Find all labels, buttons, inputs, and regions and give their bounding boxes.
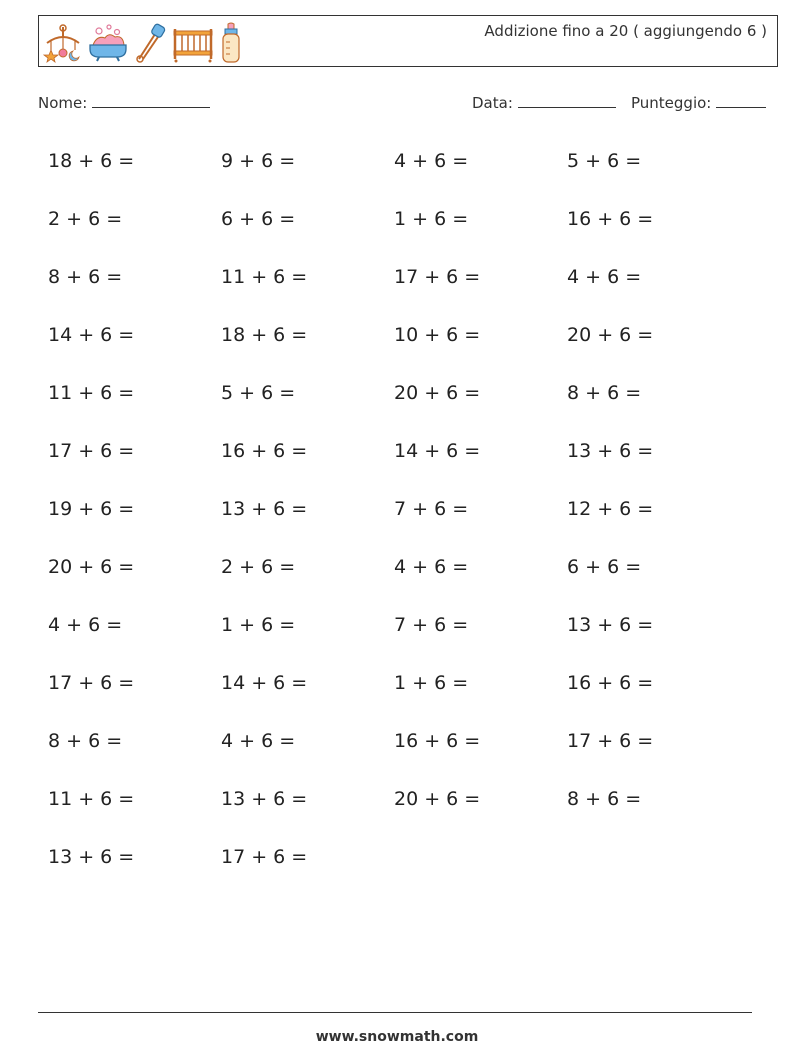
score-label: Punteggio: bbox=[631, 94, 712, 112]
problem-item: 20 + 6 = bbox=[567, 324, 654, 346]
problem-item: 7 + 6 = bbox=[394, 498, 469, 520]
problem-item: 13 + 6 = bbox=[221, 788, 308, 810]
problem-item: 2 + 6 = bbox=[48, 208, 123, 230]
header-icons bbox=[43, 21, 243, 65]
name-blank-line[interactable] bbox=[92, 95, 210, 108]
worksheet-header bbox=[38, 15, 778, 67]
problem-item: 18 + 6 = bbox=[48, 150, 135, 172]
problem-item: 16 + 6 = bbox=[567, 208, 654, 230]
problem-item: 17 + 6 = bbox=[221, 846, 308, 868]
problem-item: 1 + 6 = bbox=[394, 672, 469, 694]
problem-item: 1 + 6 = bbox=[394, 208, 469, 230]
problem-item: 8 + 6 = bbox=[48, 730, 123, 752]
problem-item: 20 + 6 = bbox=[48, 556, 135, 578]
crib-icon bbox=[171, 23, 215, 63]
score-blank-line[interactable] bbox=[716, 95, 766, 108]
problem-item: 6 + 6 = bbox=[221, 208, 296, 230]
problem-item: 4 + 6 = bbox=[221, 730, 296, 752]
problem-item: 19 + 6 = bbox=[48, 498, 135, 520]
problem-item: 13 + 6 = bbox=[567, 614, 654, 636]
problem-item: 5 + 6 = bbox=[221, 382, 296, 404]
problem-item: 16 + 6 = bbox=[221, 440, 308, 462]
problem-item: 6 + 6 = bbox=[567, 556, 642, 578]
baby-bottle-icon bbox=[219, 22, 243, 64]
problem-item: 12 + 6 = bbox=[567, 498, 654, 520]
problem-item: 13 + 6 = bbox=[221, 498, 308, 520]
score-field[interactable] bbox=[631, 94, 766, 112]
name-field[interactable] bbox=[38, 94, 210, 112]
problem-item: 18 + 6 = bbox=[221, 324, 308, 346]
name-label: Nome: bbox=[38, 94, 88, 112]
problem-item: 4 + 6 = bbox=[394, 150, 469, 172]
baby-mobile-icon bbox=[43, 23, 83, 63]
problem-item: 8 + 6 = bbox=[567, 788, 642, 810]
problem-item: 17 + 6 = bbox=[48, 672, 135, 694]
problem-item: 16 + 6 = bbox=[394, 730, 481, 752]
problem-item: 11 + 6 = bbox=[48, 382, 135, 404]
problem-item: 7 + 6 = bbox=[394, 614, 469, 636]
problem-item: 2 + 6 = bbox=[221, 556, 296, 578]
problem-item: 17 + 6 = bbox=[394, 266, 481, 288]
problem-item: 11 + 6 = bbox=[221, 266, 308, 288]
problem-item: 14 + 6 = bbox=[394, 440, 481, 462]
problem-item: 8 + 6 = bbox=[48, 266, 123, 288]
problem-item: 17 + 6 = bbox=[567, 730, 654, 752]
problem-item: 17 + 6 = bbox=[48, 440, 135, 462]
problem-item: 13 + 6 = bbox=[567, 440, 654, 462]
problem-item: 14 + 6 = bbox=[221, 672, 308, 694]
date-field[interactable] bbox=[472, 94, 616, 112]
problem-item: 11 + 6 = bbox=[48, 788, 135, 810]
problem-item: 4 + 6 = bbox=[567, 266, 642, 288]
problem-item: 4 + 6 = bbox=[394, 556, 469, 578]
problem-item: 4 + 6 = bbox=[48, 614, 123, 636]
problem-item: 14 + 6 = bbox=[48, 324, 135, 346]
problem-item: 1 + 6 = bbox=[221, 614, 296, 636]
problem-item: 13 + 6 = bbox=[48, 846, 135, 868]
worksheet-title: Addizione fino a 20 ( aggiungendo 6 ) bbox=[484, 22, 767, 40]
problem-item: 20 + 6 = bbox=[394, 382, 481, 404]
date-label: Data: bbox=[472, 94, 513, 112]
problem-item: 16 + 6 = bbox=[567, 672, 654, 694]
problem-item: 5 + 6 = bbox=[567, 150, 642, 172]
problem-item: 8 + 6 = bbox=[567, 382, 642, 404]
baby-bath-icon bbox=[87, 23, 129, 63]
problem-item: 9 + 6 = bbox=[221, 150, 296, 172]
problem-item: 20 + 6 = bbox=[394, 788, 481, 810]
safety-pin-icon bbox=[133, 23, 167, 63]
footer-divider bbox=[38, 1012, 752, 1013]
date-blank-line[interactable] bbox=[518, 95, 616, 108]
problem-item: 10 + 6 = bbox=[394, 324, 481, 346]
footer-url: www.snowmath.com bbox=[315, 1029, 479, 1045]
